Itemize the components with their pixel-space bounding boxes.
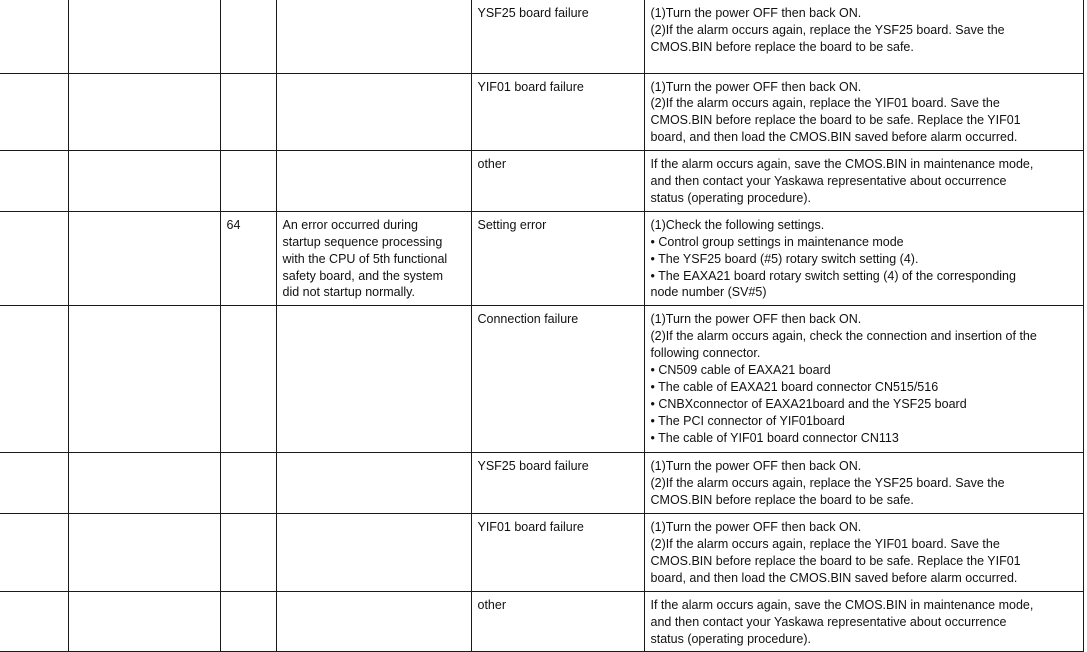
alarm-name-cell: [68, 0, 220, 73]
meaning-line: safety board, and the system: [282, 268, 444, 283]
cause-cell: [471, 0, 644, 73]
alarm-name-cell: [68, 453, 220, 514]
table-row: [0, 211, 1083, 306]
remedy-line: If the alarm occurs again, save the CMOS.BIN in maintenance mode,: [650, 597, 1034, 612]
meaning-line: An error occurred during: [282, 217, 418, 232]
meaning-line: did not startup normally.: [282, 285, 415, 300]
remedy-line: • The cable of EAXA21 board connector CN515/516: [650, 380, 939, 394]
remedy-line: If the alarm occurs again, save the CMOS.BIN in maintenance mode,: [650, 157, 1034, 172]
remedy-line: board, and then load the CMOS.BIN saved before alarm occurred.: [650, 570, 1018, 585]
subcode-cell: [220, 73, 276, 151]
remedy-line: (1)Check the following settings.: [650, 217, 825, 232]
cause-cell: [471, 453, 644, 514]
remedy-line: and then contact your Yaskawa representative about occurrence: [650, 614, 1007, 629]
remedy-line: (1)Turn the power OFF then back ON.: [650, 6, 862, 20]
remedy-line: (2)If the alarm occurs again, replace the YSF25 board. Save the: [650, 476, 1005, 491]
cause-cell: [471, 514, 644, 592]
meaning-cell: [276, 591, 471, 652]
alarm-number-cell: [0, 591, 68, 652]
remedy-line: (1)Turn the power OFF then back ON.: [650, 79, 862, 94]
remedy-line: (2)If the alarm occurs again, check the connection and insertion of the: [650, 329, 1037, 344]
remedy-line: (1)Turn the power OFF then back ON.: [650, 312, 862, 327]
cause-cell: [471, 306, 644, 453]
cause-cell: [471, 591, 644, 652]
remedy-line: (2)If the alarm occurs again, replace the YIF01 board. Save the: [650, 96, 1000, 111]
remedy-line: (1)Turn the power OFF then back ON.: [650, 520, 862, 535]
table-row: [0, 453, 1083, 514]
meaning-cell: [276, 73, 471, 151]
subcode-cell: [220, 151, 276, 212]
alarm-number-cell: [0, 73, 68, 151]
remedy-line: • The cable of YIF01 board connector CN113: [650, 430, 899, 445]
alarm-number-cell: [0, 211, 68, 306]
table-row: [0, 151, 1083, 212]
remedy-line: and then contact your Yaskawa representative about occurrence: [650, 174, 1007, 189]
alarm-number-cell: [0, 306, 68, 453]
cause-text: other: [477, 157, 506, 172]
remedy-cell: [644, 0, 1083, 73]
table-row: [0, 514, 1083, 592]
remedy-line: • CNBXconnector of EAXA21board and the YSF25 board: [650, 396, 967, 411]
table-row: [0, 591, 1083, 652]
cause-text: other: [477, 597, 506, 612]
cause-text: YSF25 board failure: [477, 6, 589, 20]
meaning-cell: [276, 151, 471, 212]
remedy-cell: [644, 306, 1083, 453]
alarm-number-cell: [0, 514, 68, 592]
alarm-number-cell: [0, 0, 68, 73]
cause-cell: [471, 73, 644, 151]
cause-cell: [471, 211, 644, 306]
alarm-name-cell: [68, 151, 220, 212]
alarm-name-cell: [68, 306, 220, 453]
subcode-cell: [220, 591, 276, 652]
remedy-cell: [644, 514, 1083, 592]
meaning-cell: [276, 306, 471, 453]
remedy-line: CMOS.BIN before replace the board to be safe. Replace the YIF01: [650, 553, 1021, 568]
meaning-line: startup sequence processing: [282, 234, 443, 249]
cause-cell: [471, 151, 644, 212]
remedy-line: (2)If the alarm occurs again, replace the YSF25 board. Save the: [650, 22, 1005, 37]
meaning-line: with the CPU of 5th functional: [282, 251, 448, 266]
remedy-line: CMOS.BIN before replace the board to be safe.: [650, 39, 914, 54]
subcode-cell: [220, 0, 276, 73]
cause-text: Connection failure: [477, 312, 579, 327]
remedy-cell: [644, 151, 1083, 212]
subcode-cell: [220, 306, 276, 453]
table-row: [0, 73, 1083, 151]
remedy-line: • Control group settings in maintenance mode: [650, 234, 904, 249]
remedy-line: node number (SV#5): [650, 285, 767, 300]
cause-text: Setting error: [477, 217, 547, 232]
remedy-line: • The YSF25 board (#5) rotary switch setting (4).: [650, 251, 919, 266]
remedy-line: (2)If the alarm occurs again, replace the YIF01 board. Save the: [650, 537, 1000, 551]
remedy-line: CMOS.BIN before replace the board to be safe. Replace the YIF01: [650, 113, 1021, 128]
remedy-line: CMOS.BIN before replace the board to be safe.: [650, 493, 914, 508]
cause-text: YSF25 board failure: [477, 459, 589, 474]
remedy-line: board, and then load the CMOS.BIN saved before alarm occurred.: [650, 130, 1018, 145]
remedy-line: • The EAXA21 board rotary switch setting (4) of the corresponding: [650, 268, 1016, 283]
alarm-number-cell: [0, 151, 68, 212]
remedy-line: status (operating procedure).: [650, 631, 812, 646]
table-row: [0, 306, 1083, 453]
alarm-number-cell: [0, 453, 68, 514]
meaning-cell: [276, 0, 471, 73]
alarm-name-cell: [68, 73, 220, 151]
remedy-line: status (operating procedure).: [650, 190, 812, 205]
remedy-cell: [644, 591, 1083, 652]
alarm-name-cell: [68, 211, 220, 306]
remedy-cell: [644, 453, 1083, 514]
subcode-text: 64: [226, 217, 241, 232]
alarm-name-cell: [68, 591, 220, 652]
table-row: [0, 0, 1083, 73]
subcode-cell: [220, 514, 276, 592]
subcode-cell: [220, 211, 276, 306]
meaning-cell: [276, 453, 471, 514]
cause-text: YIF01 board failure: [477, 79, 584, 94]
alarm-name-cell: [68, 514, 220, 592]
remedy-line: (1)Turn the power OFF then back ON.: [650, 459, 862, 474]
meaning-cell: [276, 514, 471, 592]
meaning-cell: [276, 211, 471, 306]
remedy-cell: [644, 73, 1083, 151]
remedy-line: • The PCI connector of YIF01board: [650, 413, 845, 428]
subcode-cell: [220, 453, 276, 514]
remedy-line: following connector.: [650, 346, 761, 361]
remedy-cell: [644, 211, 1083, 306]
cause-text: YIF01 board failure: [477, 520, 584, 535]
remedy-line: • CN509 cable of EAXA21 board: [650, 363, 831, 378]
